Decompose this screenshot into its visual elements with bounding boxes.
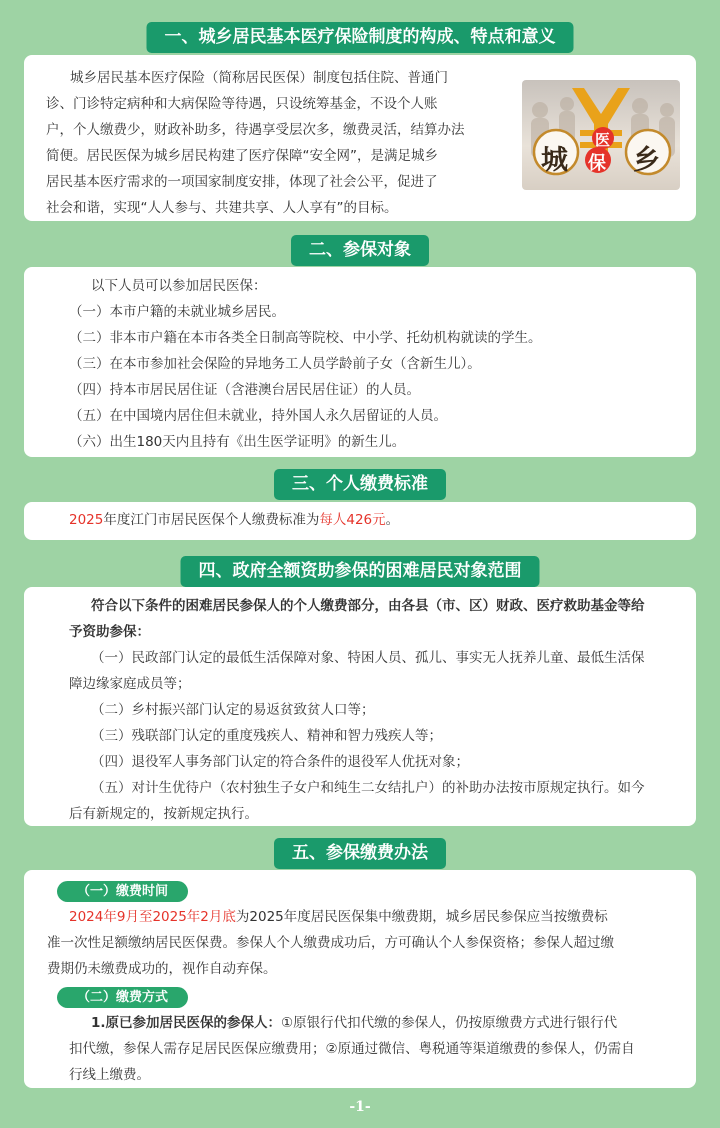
section4-intro: 予资助参保： — [69, 624, 150, 640]
subsection-pill-payment-time: （一）缴费时间 — [57, 881, 188, 902]
section5-sub2-line: 行线上缴费。 — [69, 1067, 150, 1083]
section-title-1: 一、城乡居民基本医疗保险制度的构成、特点和意义 — [147, 22, 574, 53]
list-item: （五）在中国境内居住但未就业，持外国人永久居留证的人员。 — [69, 408, 447, 424]
section4-line: （一）民政部门认定的最低生活保障对象、特困人员、孤儿、事实无人抚养儿童、最低生活保 — [91, 650, 645, 666]
section5-sub1-text — [47, 904, 676, 982]
section3-year: 2025 — [69, 512, 104, 528]
section3-end: 。 — [385, 512, 400, 528]
section5-sub1-line: 为2025年度居民医保集中缴费期，城乡居民参保应当按缴费标 — [235, 909, 608, 925]
image-char-right: 乡 — [633, 145, 660, 176]
section-title-2: 二、参保对象 — [291, 235, 429, 266]
section4-line: 后有新规定的，按新规定执行。 — [69, 806, 258, 822]
image-char-center-top: 医 — [595, 131, 611, 149]
section1-line: 社会和谐，实现“人人参与、共建共享、人人享有”的目标。 — [46, 200, 398, 216]
section3-middle: 年度江门市居民医保个人缴费标准为 — [103, 512, 320, 528]
section-title-4: 四、政府全额资助参保的困难居民对象范围 — [181, 556, 540, 587]
section3-amount: 每人426元 — [319, 512, 386, 528]
section5-sub2-text — [69, 1010, 676, 1088]
list-item: （四）持本市居民居住证（含港澳台居民居住证）的人员。 — [69, 382, 420, 398]
section-card-1 — [24, 55, 696, 221]
list-item: （三）在本市参加社会保险的异地务工人员学龄前子女（含新生儿）。 — [69, 356, 481, 372]
list-item: （二）非本市户籍在本市各类全日制高等院校、中小学、托幼机构就读的学生。 — [69, 330, 542, 346]
section-card-2 — [24, 267, 696, 457]
section4-line: （三）残联部门认定的重度残疾人、精神和智力残疾人等； — [91, 728, 442, 744]
section2-list — [69, 273, 696, 455]
section1-line: 居民基本医疗需求的一项国家制度安排，体现了社会公平，促进了 — [46, 174, 438, 190]
page-number: -1- — [349, 1099, 371, 1115]
section5-sub2-line: 扣代缴，参保人需存足居民医保应缴费用；②原通过微信、粤税通等渠道缴费的参保人，仍需自 — [69, 1041, 635, 1057]
section4-line: （五）对计生优待户（农村独生子女户和纯生二女结扎户）的补助办法按市原规定执行。如今 — [91, 780, 645, 796]
section4-intro: 符合以下条件的困难居民参保人的个人缴费部分，由各县（市、区）财政、医疗救助基金等给 — [91, 598, 645, 614]
section4-line: （四）退役军人事务部门认定的符合条件的退役军人优抚对象； — [91, 754, 469, 770]
section4-line: 障边缘家庭成员等； — [69, 676, 191, 692]
section-card-4 — [24, 587, 696, 826]
image-char-center-bottom: 保 — [588, 153, 606, 174]
section1-line: 诊、门诊特定病种和大病保险等待遇，只设统筹基金，不设个人账 — [46, 96, 438, 112]
section1-line: 户，个人缴费少，财政补助多，待遇享受层次多，缴费灵活，结算办法 — [46, 122, 465, 138]
urban-rural-medical-insurance-illustration — [522, 80, 680, 190]
section5-sub1-line: 费期仍未缴费成功的，视作自动弃保。 — [47, 961, 277, 977]
list-item: （六）出生180天内且持有《出生医学证明》的新生儿。 — [69, 434, 406, 450]
section-card-3 — [24, 502, 696, 540]
section5-sub2-line: ①原银行代扣代缴的参保人，仍按原缴费方式进行银行代 — [281, 1015, 618, 1031]
section4-text — [69, 593, 676, 827]
section2-intro: 以下人员可以参加居民医保： — [91, 278, 267, 294]
list-item: （一）本市户籍的未就业城乡居民。 — [69, 304, 285, 320]
section-card-5 — [24, 870, 696, 1088]
section-title-3: 三、个人缴费标准 — [274, 469, 446, 500]
section4-line: （二）乡村振兴部门认定的易返贫致贫人口等； — [91, 702, 375, 718]
section5-sub2-heading: 1.原已参加居民医保的参保人： — [91, 1015, 282, 1031]
image-char-left: 城 — [541, 145, 568, 176]
section1-text — [46, 65, 490, 221]
payment-period: 2024年9月至2025年2月底 — [69, 909, 236, 925]
section3-text — [69, 508, 696, 534]
subsection-pill-payment-method: （二）缴费方式 — [57, 987, 188, 1008]
section1-line: 城乡居民基本医疗保险（简称居民医保）制度包括住院、普通门 — [70, 70, 448, 86]
section1-line: 简便。居民医保为城乡居民构建了医疗保障“安全网”，是满足城乡 — [46, 148, 438, 164]
section-title-5: 五、参保缴费办法 — [274, 838, 446, 869]
section5-sub1-line: 准一次性足额缴纳居民医保费。参保人个人缴费成功后，方可确认个人参保资格；参保人超过缴 — [47, 935, 614, 951]
